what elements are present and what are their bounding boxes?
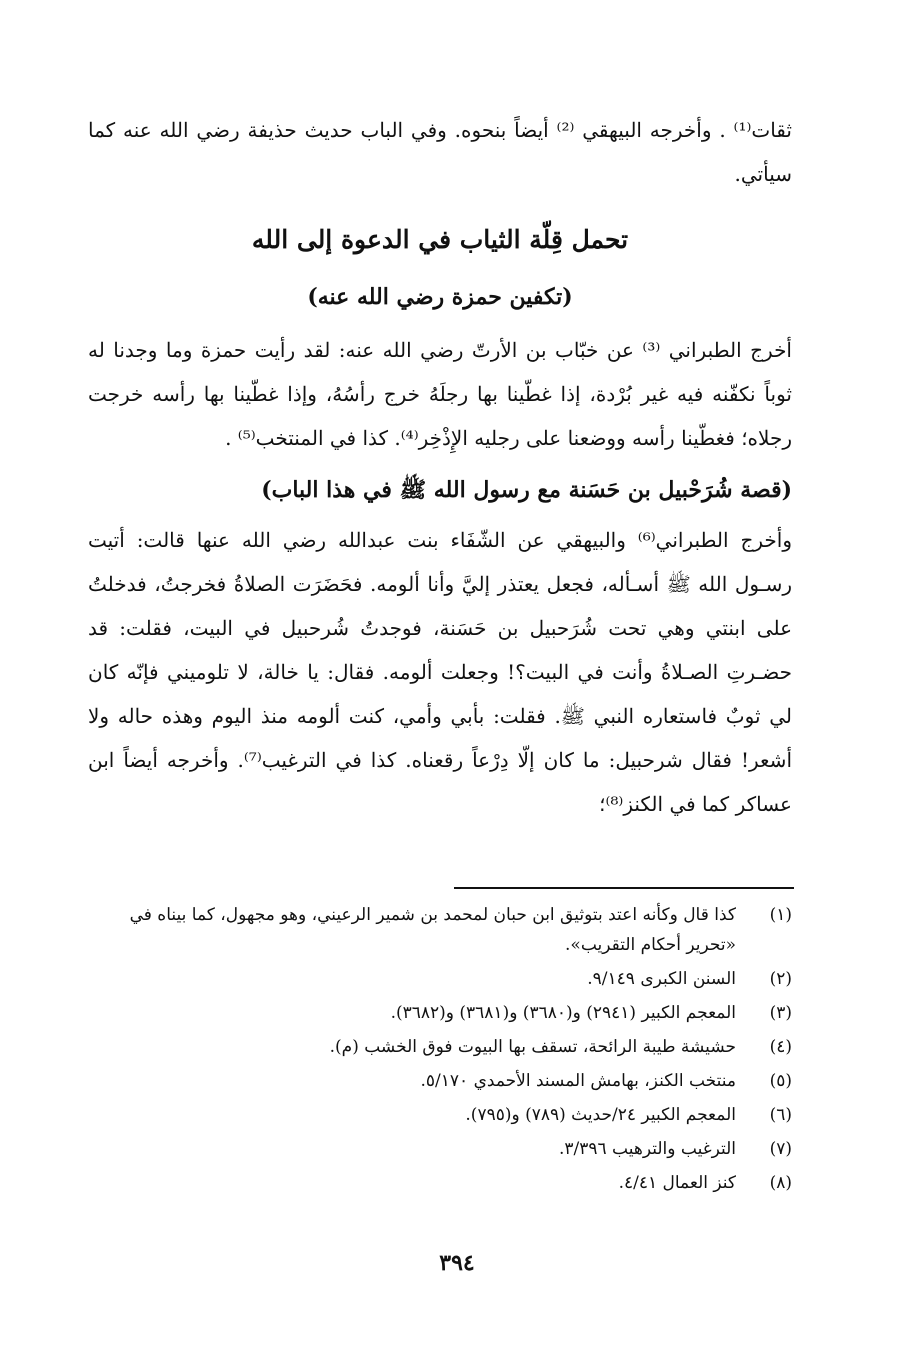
intro-paragraph: ثقات⁽¹⁾ . وأخرجه البيهقي ⁽²⁾ أيضاً بنحوه. وفي الباب حديث حذيفة رضي الله عنه كما سيأتي. xyxy=(88,118,792,186)
footnote-number: (٦) xyxy=(769,1105,792,1125)
footnote-3 xyxy=(88,998,792,1028)
footnote-text: السنن الكبرى ٩/١٤٩. xyxy=(587,969,736,989)
footnote-6 xyxy=(88,1100,792,1130)
page-body xyxy=(88,108,792,826)
footnote-text: الترغيب والترهيب ٣/٣٩٦. xyxy=(558,1139,736,1159)
page-number: ٣٩٤ xyxy=(439,1250,475,1276)
footnote-number: (٨) xyxy=(769,1173,792,1193)
footnote-2 xyxy=(88,964,792,994)
footnotes xyxy=(88,900,792,1202)
story2-paragraph: وأخرج الطبراني⁽⁶⁾ والبيهقي عن الشّفَاء بنت عبدالله رضي الله عنها قالت: أتيت رسـول الله ﷺ أسـأله، فجعل يعتذر إليَّ وأنا ألومه. فحَضَرَت الصلاةُ فخرجتُ، فدخلتُ على ابنتي وهي تحت شُرَحبيل بن حَسَنة، فوجدتُ شُرحبيل في البيت، فقلت: قد حضـرتِ الصـلاةُ وأنت في البيت؟! وجعلت ألومه. فقال: يا خالة، لا تلوميني فإنّه كان لي ثوبٌ فاستعاره النبي ﷺ. فقلت: بأبي وأمي، كنت ألومه منذ اليوم وهذه حاله ولا أشعر! فقال شرحبيل: ما كان إلّا دِرْعاً رقعناه. كذا في الترغيب⁽⁷⁾. وأخرجه أيضاً ابن عساكر كما في الكنز⁽⁸⁾؛ xyxy=(88,528,792,816)
footnote-text: حشيشة طيبة الرائحة، تسقف بها البيوت فوق الخشب (م). xyxy=(329,1037,736,1057)
footnote-text: كنز العمال ٤/٤١. xyxy=(618,1173,736,1193)
footnote-text: منتخب الكنز، بهامش المسند الأحمدي ٥/١٧٠. xyxy=(420,1071,736,1091)
story1-title: (تكفين حمزة رضي الله عنه) xyxy=(307,284,573,310)
footnote-4 xyxy=(88,1032,792,1062)
section-title: تحمل قِلّة الثياب في الدعوة إلى الله xyxy=(251,225,629,254)
footnote-number: (٤) xyxy=(769,1037,792,1057)
footnote-number: (١) xyxy=(769,905,792,925)
footnote-8 xyxy=(88,1168,792,1198)
footnote-text: المعجم الكبير ٢٤/حديث (٧٨٩) و(٧٩٥). xyxy=(465,1105,736,1125)
footnote-1 xyxy=(88,900,792,960)
footnote-text: المعجم الكبير (٢٩٤١) و(٣٦٨٠) و(٣٦٨١) و(٣٦٨٢). xyxy=(390,1003,736,1023)
story1-paragraph: أخرج الطبراني ⁽³⁾ عن خبّاب بن الأرتّ رضي الله عنه: لقد رأيت حمزة وما وجدنا له ثوباً نكفّنه فيه غير بُرْدة، إذا غطّينا بها رجلَهُ خرج رأسُهُ، وإذا غطّينا بها رأسه خرجت رجلاه؛ فغطّينا رأسه ووضعنا على رجليه الإِذْخِر⁽⁴⁾. كذا في المنتخب⁽⁵⁾ . xyxy=(88,338,792,450)
story2-title: (قصة شُرَحْبيل بن حَسَنة مع رسول الله ﷺ في هذا الباب) xyxy=(261,477,792,503)
footnote-number: (٣) xyxy=(769,1003,792,1023)
footnote-divider xyxy=(454,887,794,889)
footnote-5 xyxy=(88,1066,792,1096)
footnote-number: (٧) xyxy=(769,1139,792,1159)
footnote-7 xyxy=(88,1134,792,1164)
footnote-text: كذا قال وكأنه اعتد بتوثيق ابن حبان لمحمد بن شمير الرعيني، وهو مجهول، كما بيناه في «تحرير أحكام التقريب». xyxy=(129,905,736,955)
footnote-number: (٢) xyxy=(769,969,792,989)
footnote-number: (٥) xyxy=(769,1071,792,1091)
